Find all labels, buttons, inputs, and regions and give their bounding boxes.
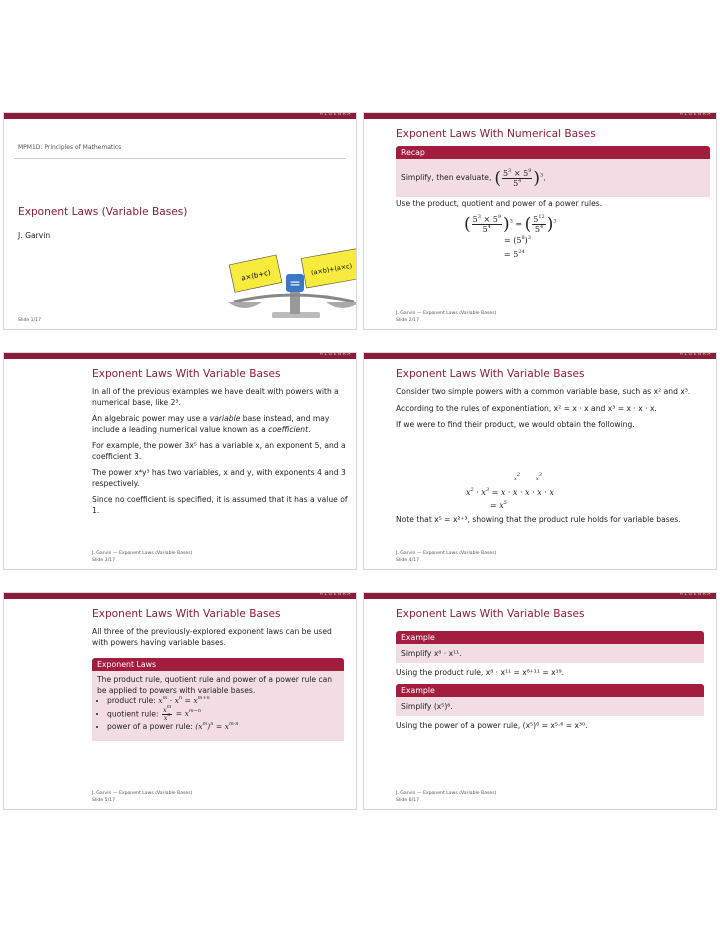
example-title: Example [396,631,704,644]
slide-body [92,627,348,654]
slide-footer: J. Garvin — Exponent Laws (Variable Bases) Slide 3/17 [92,551,193,563]
slide-1 [3,112,357,330]
example-text: Simplify x⁸ · x¹¹. [396,644,704,663]
rule-product: • product rule: $x^m \cdot x^n = x^{m+n}$ [107,696,339,707]
slide-body [396,387,710,437]
example-box-1 [396,631,704,663]
slide-body [396,199,704,216]
slide-footer: Slide 1/17 [18,317,41,323]
recap-box-title: Recap [396,146,710,159]
paragraph: If we were to find their product, we would obtain the following. [396,420,635,429]
paragraph: In all of the previous examples we have dealt with powers with a numerical base, like 2³. [92,387,339,407]
exponent-laws-box [92,658,344,741]
recap-box [396,146,710,197]
slide-topbar: ALGEBRA [4,593,356,599]
paragraph: The power x⁴y³ has two variables, x and y, with exponents 4 and 3 respectively. [92,468,346,488]
header-brand: ALGEBRA [319,112,352,117]
body-text: Use the product, quotient and power of a power rules. [396,199,603,208]
author: J. Garvin [18,231,51,240]
slide-title: Exponent Laws With Variable Bases [92,368,281,380]
example-title: Example [396,684,704,697]
rule-quotient: • quotient rule: $\frac{x^m}{x^n}$ = $x^{m-n}$ [107,707,339,722]
paragraph: Consider two simple powers with a common variable base, such as x² and x³. [396,387,691,396]
slide-title: Exponent Laws With Variable Bases [92,608,281,620]
divider [14,158,346,159]
example-2-solution: Using the power of a power rule, (x⁵)⁶ = x⁵·⁶ = x³⁰. [396,721,588,730]
slide-4 [363,352,717,570]
slide-title: Exponent Laws With Variable Bases [396,608,585,620]
slide-6 [363,592,717,810]
slide-2 [363,112,717,330]
recap-text: Simplify, then evaluate, [401,172,492,182]
example-text: Simplify (x⁵)⁶. [396,697,704,716]
balance-scale-illustration [224,246,357,328]
paragraph: Note that x⁵ = x²⁺³, showing that the product rule holds for variable bases. [396,515,681,524]
slide-footer: J. Garvin — Exponent Laws (Variable Bases) Slide 4/17 [396,551,497,563]
left-card-text: a×(b+c) [240,268,272,283]
right-card-text: (a×b)+(a×c) [310,261,353,277]
recap-expression: ( $\frac{5^3 \times 5^9}{5^4}$ )$^3$. [494,167,546,188]
example-box-2 [396,684,704,716]
slide-title: Exponent Laws With Numerical Bases [396,128,596,140]
paragraph: For example, the power 3x⁵ has a variable x, an exponent 5, and a coefficient 3. [92,441,346,461]
slide-topbar [4,113,356,119]
slide-3 [3,352,357,570]
example-1-solution: Using the product rule, x⁸ · x¹¹ = x⁸⁺¹¹ = x¹⁹. [396,668,565,677]
slide-5 [3,592,357,810]
paragraph: An algebraic power may use a variable base instead, and may include a leading numerical value known as a coefficient. [92,414,330,434]
slide-footer: J. Garvin — Exponent Laws (Variable Bases) Slide 6/17 [396,791,497,803]
solution-equations: ( $\frac{5^3 \times 5^9}{5^4}$ )$^3$ = ( $\frac{5^{12}}{5^4}$ )$^3$ = $(5^8)^3$ = $5^{24}$ [464,214,557,259]
slide-topbar: ALGEBRA [364,593,716,599]
slide-footer: J. Garvin — Exponent Laws (Variable Bases) Slide 5/17 [92,791,193,803]
slide-topbar: ALGEBRA [364,353,716,359]
slide-topbar: ALGEBRA [364,113,716,119]
slide-topbar: ALGEBRA [4,353,356,359]
slide-body-note [396,515,710,532]
presentation-title: Exponent Laws (Variable Bases) [18,206,188,218]
box-text: The product rule, quotient rule and power of a power rule can be applied to powers with variable bases. [97,675,333,695]
slide-title: Exponent Laws With Variable Bases [396,368,585,380]
equals-symbol: = [289,276,301,292]
product-derivation: $x^2$ $x^3$ $x^2 \cdot x^3 = x \cdot x \cdot x \cdot x \cdot x$ = $x^5$ [466,472,554,510]
paragraph: According to the rules of exponentiation, x² = x · x and x³ = x · x · x. [396,403,657,413]
paragraph: Since no coefficient is specified, it is assumed that it has a value of 1. [92,495,348,515]
course-label: MPM1D: Principles of Mathematics [18,144,122,151]
box-title: Exponent Laws [92,658,344,671]
paragraph: All three of the previously-explored exponent laws can be used with powers having variable bases. [92,627,332,647]
slide-footer: J. Garvin — Exponent Laws (Variable Bases) Slide 2/17 [396,311,497,323]
slide-body [92,387,348,522]
rule-power-of-power: • power of a power rule: $(x^m)^n = x^{m\cdot n}$ [107,722,339,733]
